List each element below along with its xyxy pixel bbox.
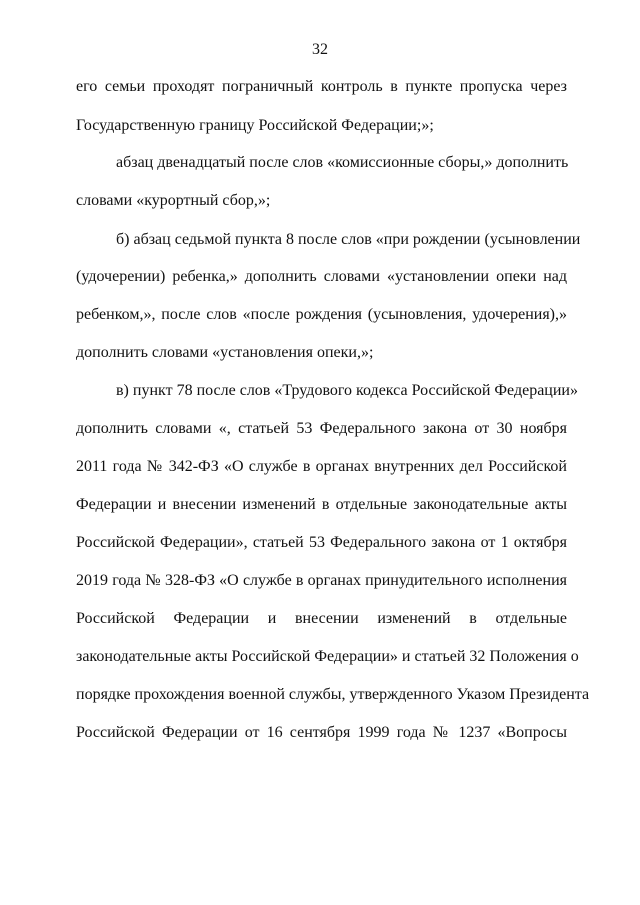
text-line: порядке прохождения военной службы, утвержденного Указом Президента [76,686,590,703]
text-line: Российской Федерации», статьей 53 Федерального закона от 1 октября [76,534,567,551]
text-line: дополнить словами «, статьей 53 Федерального закона от 30 ноября [76,420,567,437]
text-line: словами «курортный сбор,»; [76,192,271,209]
text-line: в) пункт 78 после слов «Трудового кодекса Российской Федерации» [116,382,578,399]
text-line: дополнить словами «установления опеки,»; [76,344,374,361]
text-line: (удочерении) ребенка,» дополнить словами «установлении опеки над [76,268,567,285]
text-line: 2019 года № 328-ФЗ «О службе в органах принудительного исполнения [76,572,567,589]
text-line: 2011 года № 342-ФЗ «О службе в органах внутренних дел Российской [76,458,567,475]
text-line: его семьи проходят пограничный контроль в пункте пропуска через [76,78,567,95]
page-number: 32 [312,41,328,58]
text-line: абзац двенадцатый после слов «комиссионные сборы,» дополнить [116,154,569,171]
text-line: б) абзац седьмой пункта 8 после слов «при рождении (усыновлении [116,231,581,248]
text-line: ребенком,», после слов «после рождения (усыновления, удочерения),» [76,306,567,323]
text-line: Государственную границу Российской Федерации;»; [76,117,434,134]
text-line: Российской Федерации от 16 сентября 1999 года № 1237 «Вопросы [76,724,567,741]
text-line: Федерации и внесении изменений в отдельные законодательные акты [76,496,567,513]
text-line: Российской Федерации и внесении изменений в отдельные [76,610,567,627]
text-line: законодательные акты Российской Федерации» и статьей 32 Положения о [76,648,579,665]
